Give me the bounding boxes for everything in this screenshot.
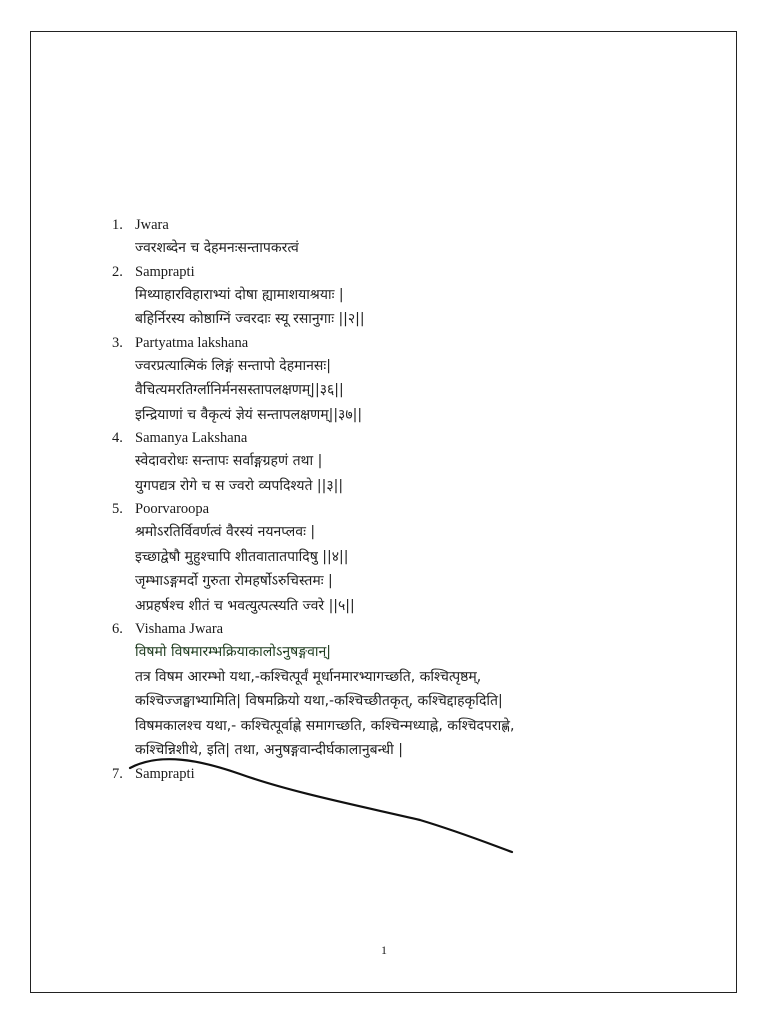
item-title: Samprapti bbox=[135, 263, 195, 280]
item-number: 1. bbox=[112, 217, 123, 233]
item-heading bbox=[112, 214, 632, 236]
sanskrit-line: कश्चिज्जङ्घाभ्यामिति| विषमक्रियो यथा,-कश्चिच्छीतकृत्, कश्चिद्दाहकृदिति| bbox=[135, 693, 503, 709]
item-title: Partyatma lakshana bbox=[135, 334, 249, 351]
sanskrit-line: इच्छाद्वेषौ मुहुश्चापि शीतवातातपादिषु ||४|| bbox=[135, 548, 349, 565]
sanskrit-line: श्रमोऽरतिर्विवर्णत्वं वैरस्यं नयनप्लवः | bbox=[135, 524, 316, 540]
sanskrit-line: मिथ्याहारविहाराभ्यां दोषा ह्यामाशयाश्रयाः | bbox=[135, 286, 344, 303]
item-title: Vishama Jwara bbox=[135, 621, 224, 637]
item-title: Samanya Lakshana bbox=[135, 430, 248, 446]
list-item bbox=[112, 261, 632, 332]
sanskrit-line: विषमो विषमारम्भक्रियाकालोऽनुषङ्गवान्| bbox=[135, 644, 331, 660]
item-number: 5. bbox=[112, 501, 123, 517]
sanskrit-line: ज्वरशब्देन च देहमनःसन्तापकरत्वं bbox=[135, 240, 299, 256]
list-item bbox=[112, 498, 632, 618]
item-number: 2. bbox=[112, 263, 123, 280]
item-heading bbox=[112, 427, 632, 449]
sanskrit-line: जृम्भाऽङ्गमर्दो गुरुता रोमहर्षोऽरुचिस्तमः | bbox=[135, 573, 333, 589]
item-heading bbox=[112, 261, 632, 283]
document-body bbox=[112, 214, 632, 785]
sanskrit-line: इन्द्रियाणां च वैकृत्यं ज्ञेयं सन्तापलक्षणम्||३७|| bbox=[135, 406, 363, 423]
sanskrit-line: कश्चिन्निशीथे, इति| तथा, अनुषङ्गवान्दीर्घकालानुबन्धी | bbox=[135, 742, 403, 758]
list-item bbox=[112, 332, 632, 428]
page-number: 1 bbox=[381, 943, 387, 957]
item-number: 3. bbox=[112, 334, 123, 351]
sanskrit-line: युगपद्यत्र रोगे च स ज्वरो व्यपदिश्यते ||३|| bbox=[135, 477, 344, 494]
item-title: Poorvaroopa bbox=[135, 501, 210, 517]
list-item bbox=[112, 427, 632, 498]
sanskrit-line: वैचित्यमरतिर्ग्लानिर्मनसस्तापलक्षणम्||३६|| bbox=[135, 382, 344, 398]
sanskrit-line: स्वेदावरोधः सन्तापः सर्वाङ्गग्रहणं तथा | bbox=[135, 453, 323, 469]
item-number: 4. bbox=[112, 430, 123, 446]
item-heading bbox=[112, 332, 632, 354]
item-heading bbox=[112, 763, 632, 785]
item-number: 7. bbox=[112, 765, 123, 782]
item-title: Jwara bbox=[135, 217, 169, 233]
sanskrit-line: अप्रहर्षश्च शीतं च भवत्युत्पत्स्यति ज्वरे ||५|| bbox=[135, 597, 355, 614]
list-item bbox=[112, 618, 632, 763]
sanskrit-line: बहिर्निरस्य कोष्ठाग्निं ज्वरदाः स्यू रसानुगाः ||२|| bbox=[135, 311, 365, 327]
item-heading bbox=[112, 618, 632, 640]
list-item bbox=[112, 763, 632, 785]
sanskrit-line: ज्वरप्रत्यात्मिकं लिङ्गं सन्तापो देहमानसः| bbox=[135, 357, 331, 374]
item-title: Samprapti bbox=[135, 765, 195, 782]
sanskrit-line: विषमकालश्च यथा,- कश्चित्पूर्वाह्णे समागच्छति, कश्चिन्मध्याह्ने, कश्चिदपराह्णे, bbox=[135, 717, 515, 734]
sanskrit-line: तत्र विषम आरम्भो यथा,-कश्चित्पूर्वं मूर्धानमारभ्यागच्छति, कश्चित्पृष्ठम्, bbox=[135, 668, 482, 685]
list-item bbox=[112, 214, 632, 261]
item-heading bbox=[112, 498, 632, 520]
item-number: 6. bbox=[112, 621, 123, 637]
